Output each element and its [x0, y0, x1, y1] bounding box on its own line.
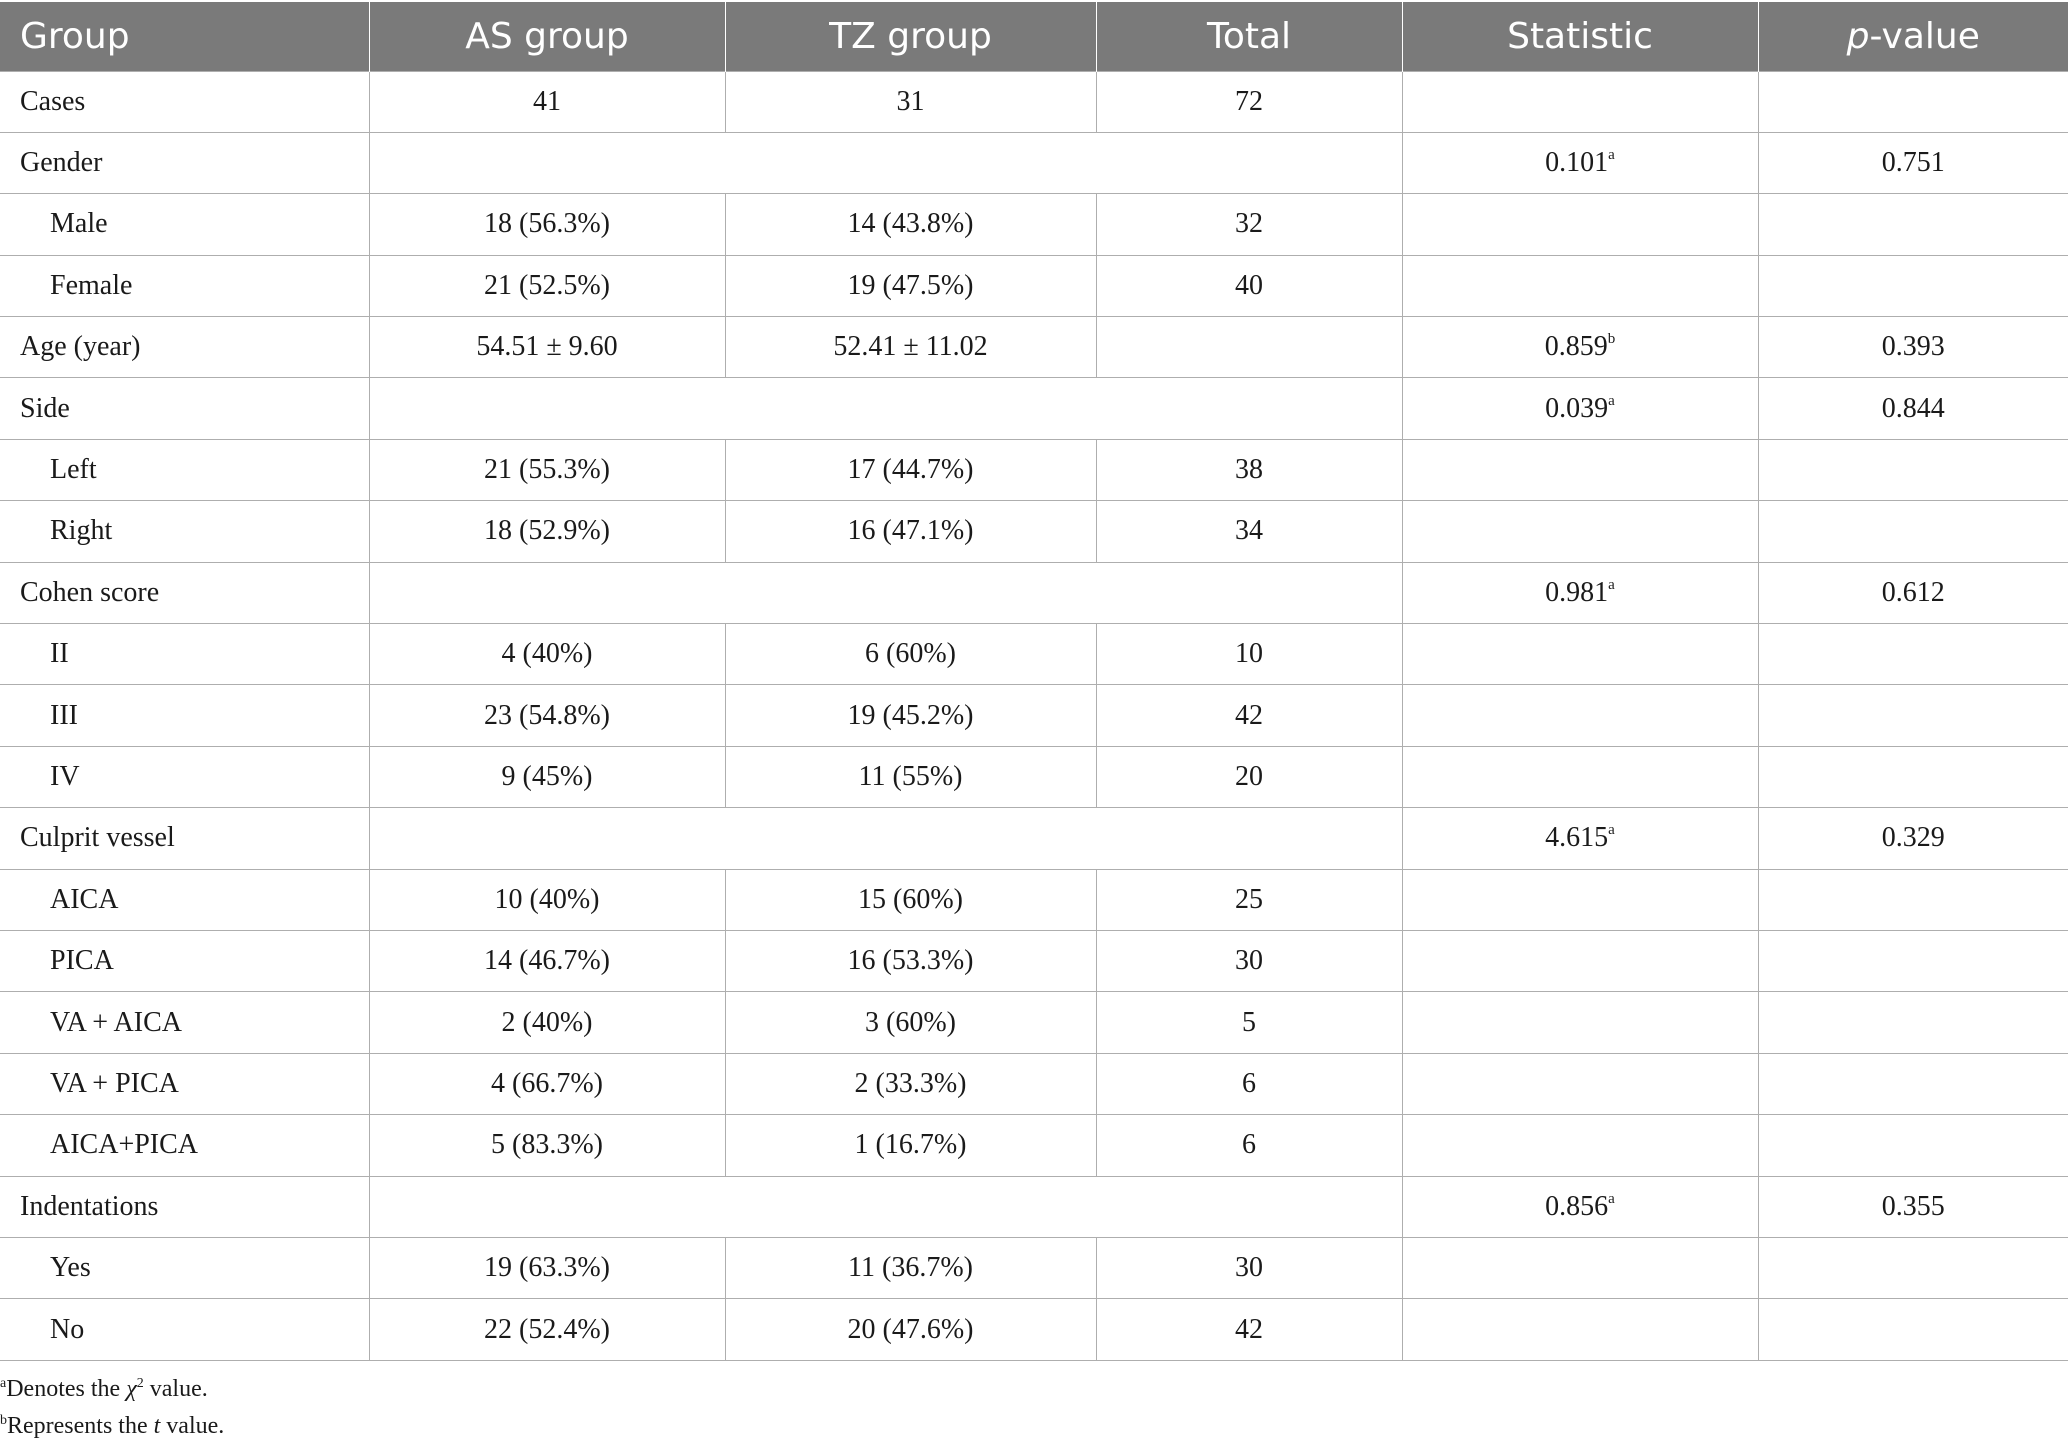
row-label: Left — [0, 439, 369, 500]
cell-p-value: 0.612 — [1758, 562, 2068, 623]
header-p-value — [1758, 2, 2068, 71]
table-row — [0, 501, 2068, 562]
table-section-row — [0, 378, 2068, 439]
cell-total: 40 — [1096, 255, 1402, 316]
cell-tz-group: 16 (53.3%) — [725, 930, 1096, 991]
statistic-value: 4.615 — [1545, 822, 1609, 854]
cell-as-group: 54.51 ± 9.60 — [369, 317, 725, 378]
row-label: AICA+PICA — [0, 1115, 369, 1176]
cell-total: 6 — [1096, 1115, 1402, 1176]
footnote-a-symbol: χ — [126, 1376, 137, 1402]
cell-as-group: 18 (56.3%) — [369, 194, 725, 255]
row-label: Male — [0, 194, 369, 255]
cell-p-value: 0.329 — [1758, 808, 2068, 869]
table-row — [0, 317, 2068, 378]
table-section-row — [0, 562, 2068, 623]
cell-total: 6 — [1096, 1053, 1402, 1114]
cell-p-value: 0.393 — [1758, 317, 2068, 378]
table-row — [0, 255, 2068, 316]
cell-statistic — [1402, 439, 1758, 500]
row-label: VA + PICA — [0, 1053, 369, 1114]
cell-as-group: 10 (40%) — [369, 869, 725, 930]
row-blank-span — [369, 1176, 1402, 1237]
cell-statistic — [1402, 1115, 1758, 1176]
cell-p-value — [1758, 1299, 2068, 1360]
footnotes — [0, 1371, 224, 1445]
statistic-value: 0.039 — [1545, 392, 1609, 424]
table-row — [0, 685, 2068, 746]
cell-statistic — [1402, 378, 1758, 439]
cell-statistic — [1402, 808, 1758, 869]
cell-p-value: 0.751 — [1758, 132, 2068, 193]
header-group: Group — [0, 2, 369, 71]
cell-total: 72 — [1096, 71, 1402, 132]
table-header-row — [0, 2, 2068, 71]
cell-p-value — [1758, 1237, 2068, 1298]
table-row — [0, 71, 2068, 132]
row-blank-span — [369, 378, 1402, 439]
cell-statistic — [1402, 562, 1758, 623]
cell-statistic — [1402, 992, 1758, 1053]
cell-total: 25 — [1096, 869, 1402, 930]
cell-tz-group: 20 (47.6%) — [725, 1299, 1096, 1360]
table-container — [0, 2, 2068, 1361]
row-label: Yes — [0, 1237, 369, 1298]
cell-tz-group: 14 (43.8%) — [725, 194, 1096, 255]
cell-as-group: 18 (52.9%) — [369, 501, 725, 562]
table-row — [0, 992, 2068, 1053]
footnote-a-mark: a — [0, 1376, 7, 1391]
row-label: Cohen score — [0, 562, 369, 623]
row-label: Gender — [0, 132, 369, 193]
statistic-value: 0.856 — [1545, 1190, 1609, 1222]
cell-p-value — [1758, 930, 2068, 991]
table-row — [0, 1299, 2068, 1360]
cell-total: 32 — [1096, 194, 1402, 255]
cell-total: 10 — [1096, 624, 1402, 685]
cell-statistic — [1402, 746, 1758, 807]
cell-as-group: 4 (40%) — [369, 624, 725, 685]
cell-statistic — [1402, 194, 1758, 255]
header-total: Total — [1096, 2, 1402, 71]
cell-tz-group: 52.41 ± 11.02 — [725, 317, 1096, 378]
cell-as-group: 19 (63.3%) — [369, 1237, 725, 1298]
row-label: Age (year) — [0, 317, 369, 378]
cell-tz-group: 19 (47.5%) — [725, 255, 1096, 316]
table-row — [0, 930, 2068, 991]
cell-total: 5 — [1096, 992, 1402, 1053]
cell-as-group: 23 (54.8%) — [369, 685, 725, 746]
cell-total: 20 — [1096, 746, 1402, 807]
statistic-footnote-mark: a — [1608, 1190, 1615, 1207]
cell-as-group: 22 (52.4%) — [369, 1299, 725, 1360]
cell-p-value — [1758, 624, 2068, 685]
cell-p-value — [1758, 439, 2068, 500]
table-row — [0, 439, 2068, 500]
cell-tz-group: 11 (36.7%) — [725, 1237, 1096, 1298]
cell-statistic — [1402, 624, 1758, 685]
footnote-a — [0, 1371, 224, 1408]
cell-statistic — [1402, 1237, 1758, 1298]
row-blank-span — [369, 808, 1402, 869]
cell-p-value — [1758, 501, 2068, 562]
cell-as-group: 4 (66.7%) — [369, 1053, 725, 1114]
statistic-footnote-mark: a — [1608, 576, 1615, 593]
table-row — [0, 746, 2068, 807]
cell-statistic — [1402, 255, 1758, 316]
cell-tz-group: 31 — [725, 71, 1096, 132]
table-row — [0, 194, 2068, 255]
footnote-a-sup: 2 — [136, 1376, 144, 1391]
footnote-b-symbol: t — [153, 1413, 161, 1439]
header-p-italic: p — [1846, 15, 1870, 57]
cell-tz-group: 17 (44.7%) — [725, 439, 1096, 500]
cell-statistic — [1402, 71, 1758, 132]
statistic-footnote-mark: a — [1608, 392, 1615, 409]
table-row — [0, 1053, 2068, 1114]
cell-p-value — [1758, 869, 2068, 930]
statistic-footnote-mark: a — [1608, 822, 1615, 839]
statistic-value: 0.981 — [1545, 576, 1609, 608]
cell-total — [1096, 317, 1402, 378]
footnote-b — [0, 1408, 224, 1445]
cell-p-value — [1758, 746, 2068, 807]
cell-statistic — [1402, 685, 1758, 746]
row-label: Indentations — [0, 1176, 369, 1237]
cell-statistic — [1402, 1053, 1758, 1114]
cell-as-group: 5 (83.3%) — [369, 1115, 725, 1176]
cell-as-group: 21 (52.5%) — [369, 255, 725, 316]
header-statistic: Statistic — [1402, 2, 1758, 71]
cell-total: 38 — [1096, 439, 1402, 500]
cell-statistic — [1402, 930, 1758, 991]
table-section-row — [0, 808, 2068, 869]
cell-total: 34 — [1096, 501, 1402, 562]
row-label: Right — [0, 501, 369, 562]
table-row — [0, 869, 2068, 930]
row-label: III — [0, 685, 369, 746]
cell-total: 42 — [1096, 685, 1402, 746]
cell-tz-group: 11 (55%) — [725, 746, 1096, 807]
cell-p-value — [1758, 1115, 2068, 1176]
cell-tz-group: 1 (16.7%) — [725, 1115, 1096, 1176]
table-row — [0, 1237, 2068, 1298]
cell-statistic — [1402, 1176, 1758, 1237]
statistic-value: 0.859 — [1544, 331, 1608, 363]
cell-p-value — [1758, 992, 2068, 1053]
footnote-b-before: Represents the — [7, 1413, 154, 1439]
row-blank-span — [369, 562, 1402, 623]
cell-p-value — [1758, 1053, 2068, 1114]
cell-statistic — [1402, 132, 1758, 193]
cell-tz-group: 2 (33.3%) — [725, 1053, 1096, 1114]
cell-p-value — [1758, 685, 2068, 746]
cell-total: 42 — [1096, 1299, 1402, 1360]
cell-tz-group: 15 (60%) — [725, 869, 1096, 930]
cell-p-value — [1758, 71, 2068, 132]
row-label: Female — [0, 255, 369, 316]
cell-as-group: 2 (40%) — [369, 992, 725, 1053]
row-label: Side — [0, 378, 369, 439]
cell-statistic — [1402, 1299, 1758, 1360]
header-tz-group: TZ group — [725, 2, 1096, 71]
statistic-footnote-mark: b — [1607, 331, 1616, 348]
row-blank-span — [369, 132, 1402, 193]
header-as-group: AS group — [369, 2, 725, 71]
cell-statistic — [1402, 869, 1758, 930]
footnote-b-mark: b — [0, 1413, 7, 1428]
comparison-table — [0, 2, 2068, 1361]
row-label: No — [0, 1299, 369, 1360]
row-label: Cases — [0, 71, 369, 132]
cell-p-value: 0.355 — [1758, 1176, 2068, 1237]
cell-tz-group: 6 (60%) — [725, 624, 1096, 685]
cell-total: 30 — [1096, 1237, 1402, 1298]
cell-tz-group: 3 (60%) — [725, 992, 1096, 1053]
footnote-a-before: Denotes the — [6, 1376, 127, 1402]
table-section-row — [0, 132, 2068, 193]
row-label: IV — [0, 746, 369, 807]
cell-total: 30 — [1096, 930, 1402, 991]
cell-p-value — [1758, 194, 2068, 255]
row-label: II — [0, 624, 369, 685]
cell-as-group: 14 (46.7%) — [369, 930, 725, 991]
table-section-row — [0, 1176, 2068, 1237]
cell-statistic — [1402, 317, 1758, 378]
row-label: Culprit vessel — [0, 808, 369, 869]
table-row — [0, 624, 2068, 685]
cell-as-group: 9 (45%) — [369, 746, 725, 807]
statistic-value: 0.101 — [1545, 147, 1609, 179]
footnote-a-after: value. — [143, 1376, 208, 1402]
cell-as-group: 21 (55.3%) — [369, 439, 725, 500]
cell-p-value: 0.844 — [1758, 378, 2068, 439]
row-label: PICA — [0, 930, 369, 991]
row-label: AICA — [0, 869, 369, 930]
cell-tz-group: 19 (45.2%) — [725, 685, 1096, 746]
header-p-suffix: -value — [1869, 15, 1980, 57]
table-row — [0, 1115, 2068, 1176]
cell-statistic — [1402, 501, 1758, 562]
statistic-footnote-mark: a — [1608, 147, 1615, 164]
row-label: VA + AICA — [0, 992, 369, 1053]
cell-p-value — [1758, 255, 2068, 316]
cell-tz-group: 16 (47.1%) — [725, 501, 1096, 562]
cell-as-group: 41 — [369, 71, 725, 132]
table-body — [0, 71, 2068, 1360]
footnote-b-after: value. — [160, 1413, 225, 1439]
